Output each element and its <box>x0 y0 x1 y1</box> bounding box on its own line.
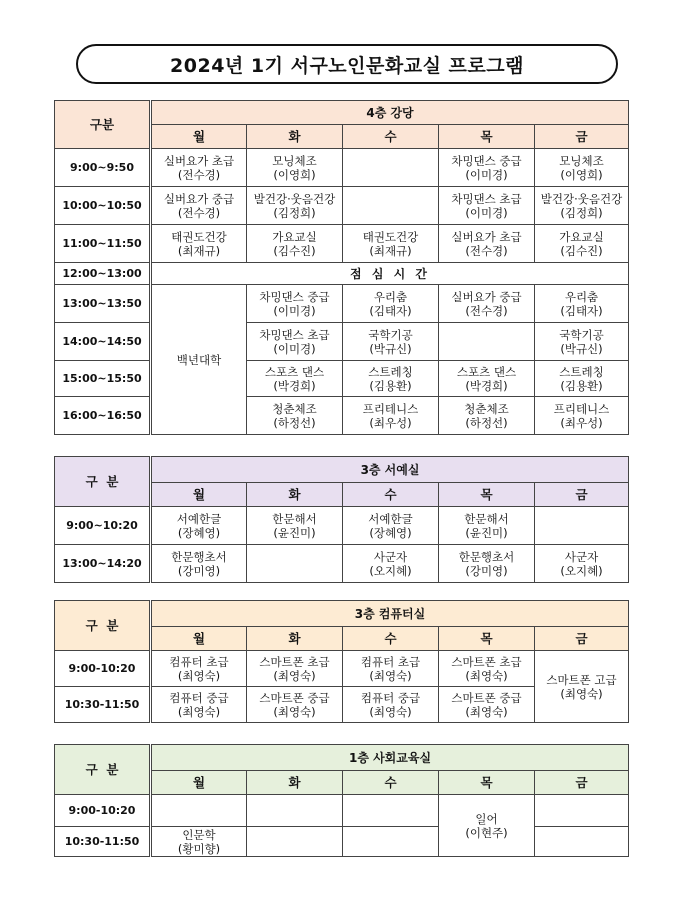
time-slot: 11:00~11:50 <box>55 225 151 263</box>
time-slot: 15:00~15:50 <box>55 361 151 397</box>
instructor: (윤진미) <box>465 525 508 540</box>
class-cell <box>439 507 535 545</box>
instructor: (전수경) <box>465 243 508 258</box>
class-name: 모닝체조 <box>559 153 604 168</box>
lunch-break: 점 심 시 간 <box>151 263 629 285</box>
schedule-table-3f-computer <box>54 600 629 723</box>
class-name: 스포츠 댄스 <box>456 364 517 379</box>
day-header: 월 <box>151 483 247 507</box>
class-cell <box>247 187 343 225</box>
class-cell <box>343 651 439 687</box>
instructor: (최영숙) <box>177 668 221 683</box>
class-name: 실버요가 초급 <box>451 229 522 244</box>
class-name: 한문행초서 <box>171 549 227 564</box>
class-name: 차밍댄스 초급 <box>451 191 522 206</box>
class-name: 청춘체조 <box>272 401 317 416</box>
instructor: (김정희) <box>560 205 603 220</box>
instructor: (이현주) <box>465 825 508 840</box>
instructor: (최영숙) <box>369 704 412 719</box>
class-name: 스마트폰 초급 <box>259 654 330 669</box>
day-header: 수 <box>343 771 439 795</box>
class-name: 실버요가 초급 <box>163 153 235 168</box>
day-header: 수 <box>343 483 439 507</box>
instructor: (윤진미) <box>273 525 316 540</box>
class-cell <box>247 507 343 545</box>
day-header: 목 <box>439 627 535 651</box>
instructor: (하정선) <box>273 415 316 430</box>
class-name: 스포츠 댄스 <box>264 364 325 379</box>
class-name: 컴퓨터 중급 <box>169 690 229 705</box>
room-header: 3층 서예실 <box>151 457 629 483</box>
instructor: (김태자) <box>560 303 603 318</box>
time-slot: 14:00~14:50 <box>55 323 151 361</box>
class-cell <box>247 149 343 187</box>
schedule-table-4f-auditorium <box>54 100 629 435</box>
instructor: (김용환) <box>369 378 412 393</box>
class-cell <box>247 651 343 687</box>
empty-cell <box>535 795 629 827</box>
class-cell <box>535 397 629 435</box>
class-name: 스마트폰 초급 <box>451 654 522 669</box>
merged-class-cell <box>535 651 629 723</box>
class-cell <box>535 225 629 263</box>
class-cell <box>343 361 439 397</box>
class-name: 컴퓨터 초급 <box>169 654 229 669</box>
class-cell <box>151 827 247 857</box>
instructor: (박규신) <box>560 341 603 356</box>
class-cell <box>247 361 343 397</box>
class-name: 스마트폰 중급 <box>259 690 330 705</box>
day-header: 화 <box>247 627 343 651</box>
class-cell <box>439 397 535 435</box>
instructor: (이미경) <box>465 205 508 220</box>
day-header: 목 <box>439 771 535 795</box>
instructor: (이영희) <box>273 167 316 182</box>
day-header: 수 <box>343 125 439 149</box>
class-cell <box>151 651 247 687</box>
instructor: (최영숙) <box>273 668 316 683</box>
class-cell <box>439 545 535 583</box>
class-cell <box>439 361 535 397</box>
time-slot: 9:00~10:20 <box>55 507 151 545</box>
instructor: (최영숙) <box>273 704 316 719</box>
class-cell <box>151 687 247 723</box>
class-cell <box>343 323 439 361</box>
class-cell <box>247 687 343 723</box>
instructor: (박경희) <box>465 378 508 393</box>
schedule-table-1f-social-education <box>54 744 629 857</box>
class-name: 발건강·웃음건강 <box>253 191 336 206</box>
class-name: 가요교실 <box>559 229 604 244</box>
class-name: 컴퓨터 초급 <box>360 654 421 669</box>
day-header: 화 <box>247 125 343 149</box>
class-cell <box>151 149 247 187</box>
instructor: (김수진) <box>560 243 603 258</box>
class-name: 태권도건강 <box>171 229 227 244</box>
class-name: 사군자 <box>564 549 599 564</box>
class-cell <box>247 397 343 435</box>
class-name: 우리춤 <box>564 289 599 304</box>
day-header: 금 <box>535 771 629 795</box>
day-header: 월 <box>151 627 247 651</box>
day-header: 수 <box>343 627 439 651</box>
class-cell <box>247 285 343 323</box>
class-cell <box>151 187 247 225</box>
class-name: 스마트폰 중급 <box>451 690 522 705</box>
class-cell <box>439 187 535 225</box>
class-cell <box>535 545 629 583</box>
page-title: 2024년 1기 서구노인문화교실 프로그램 <box>76 44 618 84</box>
day-header: 금 <box>535 483 629 507</box>
class-cell <box>247 323 343 361</box>
class-cell <box>535 361 629 397</box>
class-cell <box>151 225 247 263</box>
class-name: 스마트폰 고급 <box>546 672 617 687</box>
class-name: 차밍댄스 초급 <box>259 327 330 342</box>
class-cell <box>439 225 535 263</box>
time-slot: 10:30-11:50 <box>55 827 151 857</box>
class-name: 컴퓨터 중급 <box>360 690 421 705</box>
class-cell <box>343 397 439 435</box>
class-name: 일어 <box>475 811 498 826</box>
class-name: 실버요가 중급 <box>163 191 235 206</box>
class-name: 가요교실 <box>272 229 317 244</box>
class-name: 한문해서 <box>464 511 509 526</box>
class-name: 한문해서 <box>272 511 317 526</box>
class-cell <box>439 651 535 687</box>
class-cell <box>343 507 439 545</box>
class-name: 프리테니스 <box>553 401 610 416</box>
day-header: 금 <box>535 125 629 149</box>
day-header: 목 <box>439 125 535 149</box>
class-cell <box>439 687 535 723</box>
empty-cell <box>535 827 629 857</box>
class-cell <box>343 687 439 723</box>
day-header: 월 <box>151 771 247 795</box>
time-slot: 13:00~13:50 <box>55 285 151 323</box>
class-cell <box>343 285 439 323</box>
time-slot: 16:00~16:50 <box>55 397 151 435</box>
class-name: 차밍댄스 중급 <box>259 289 330 304</box>
empty-cell <box>343 827 439 857</box>
class-cell <box>151 507 247 545</box>
instructor: (전수경) <box>465 303 508 318</box>
class-cell <box>535 285 629 323</box>
empty-cell <box>343 795 439 827</box>
class-cell <box>535 149 629 187</box>
instructor: (최영숙) <box>177 704 221 719</box>
class-cell <box>151 545 247 583</box>
time-slot: 10:00~10:50 <box>55 187 151 225</box>
empty-cell <box>247 827 343 857</box>
instructor: (오지혜) <box>369 563 412 578</box>
time-slot: 12:00~13:00 <box>55 263 151 285</box>
instructor: (김수진) <box>273 243 316 258</box>
schedule-table-3f-calligraphy <box>54 456 629 583</box>
class-name: 인문학 <box>182 827 216 842</box>
class-name: 사군자 <box>373 549 408 564</box>
class-name: 우리춤 <box>373 289 408 304</box>
class-cell <box>247 225 343 263</box>
class-cell <box>535 323 629 361</box>
instructor: (최영숙) <box>465 704 508 719</box>
class-name: 발건강·웃음건강 <box>540 191 623 206</box>
instructor: (박규신) <box>369 341 412 356</box>
class-name: 서예한글 <box>176 511 222 526</box>
empty-cell <box>247 545 343 583</box>
gubun-header: 구 분 <box>55 601 151 651</box>
class-cell <box>439 285 535 323</box>
class-cell <box>535 187 629 225</box>
instructor: (하정선) <box>465 415 508 430</box>
gubun-header: 구 분 <box>55 457 151 507</box>
time-slot: 9:00-10:20 <box>55 651 151 687</box>
time-slot: 10:30-11:50 <box>55 687 151 723</box>
time-slot: 9:00~9:50 <box>55 149 151 187</box>
instructor: (장혜영) <box>177 525 221 540</box>
gubun-header: 구분 <box>55 101 151 149</box>
empty-cell <box>343 187 439 225</box>
class-name: 국학기공 <box>559 327 604 342</box>
day-header: 금 <box>535 627 629 651</box>
time-slot: 9:00-10:20 <box>55 795 151 827</box>
class-cell <box>343 225 439 263</box>
instructor: (이미경) <box>465 167 508 182</box>
class-name: 태권도건강 <box>362 229 419 244</box>
instructor: (김용환) <box>560 378 603 393</box>
gubun-header: 구 분 <box>55 745 151 795</box>
class-name: 서예한글 <box>368 511 413 526</box>
instructor: (최영숙) <box>560 686 603 701</box>
class-name: 차밍댄스 중급 <box>451 153 522 168</box>
empty-cell <box>247 795 343 827</box>
time-slot: 13:00~14:20 <box>55 545 151 583</box>
class-name: 국학기공 <box>368 327 413 342</box>
day-header: 화 <box>247 483 343 507</box>
instructor: (최우성) <box>560 415 603 430</box>
day-header: 월 <box>151 125 247 149</box>
class-name: 실버요가 중급 <box>451 289 522 304</box>
instructor: (강미영) <box>465 563 508 578</box>
room-header: 4층 강당 <box>151 101 629 125</box>
room-header: 1층 사회교육실 <box>151 745 629 771</box>
instructor: (최영숙) <box>465 668 508 683</box>
day-header: 목 <box>439 483 535 507</box>
instructor: (김태자) <box>369 303 412 318</box>
instructor: (최우성) <box>369 415 412 430</box>
empty-cell <box>439 323 535 361</box>
class-cell <box>343 545 439 583</box>
empty-cell <box>343 149 439 187</box>
instructor: (오지혜) <box>560 563 603 578</box>
empty-cell <box>535 507 629 545</box>
instructor: (최재규) <box>369 243 412 258</box>
class-name: 스트레칭 <box>368 364 413 379</box>
instructor: (전수경) <box>177 167 221 182</box>
class-cell <box>439 149 535 187</box>
class-name: 청춘체조 <box>464 401 509 416</box>
class-name: 모닝체조 <box>272 153 317 168</box>
class-name: 프리테니스 <box>362 401 419 416</box>
merged-class-cell: 백년대학 <box>151 285 247 435</box>
instructor: (황미향) <box>177 841 221 856</box>
instructor: (최재규) <box>177 243 221 258</box>
instructor: (장혜영) <box>369 525 412 540</box>
instructor: (김정희) <box>273 205 316 220</box>
instructor: (이미경) <box>273 303 316 318</box>
empty-cell <box>151 795 247 827</box>
room-header: 3층 컴퓨터실 <box>151 601 629 627</box>
class-name: 한문행초서 <box>458 549 515 564</box>
instructor: (전수경) <box>177 205 221 220</box>
instructor: (강미영) <box>177 563 221 578</box>
class-name: 스트레칭 <box>559 364 604 379</box>
instructor: (최영숙) <box>369 668 412 683</box>
instructor: (박경희) <box>273 378 316 393</box>
instructor: (이미경) <box>273 341 316 356</box>
day-header: 화 <box>247 771 343 795</box>
merged-class-cell <box>439 795 535 857</box>
instructor: (이영희) <box>560 167 603 182</box>
